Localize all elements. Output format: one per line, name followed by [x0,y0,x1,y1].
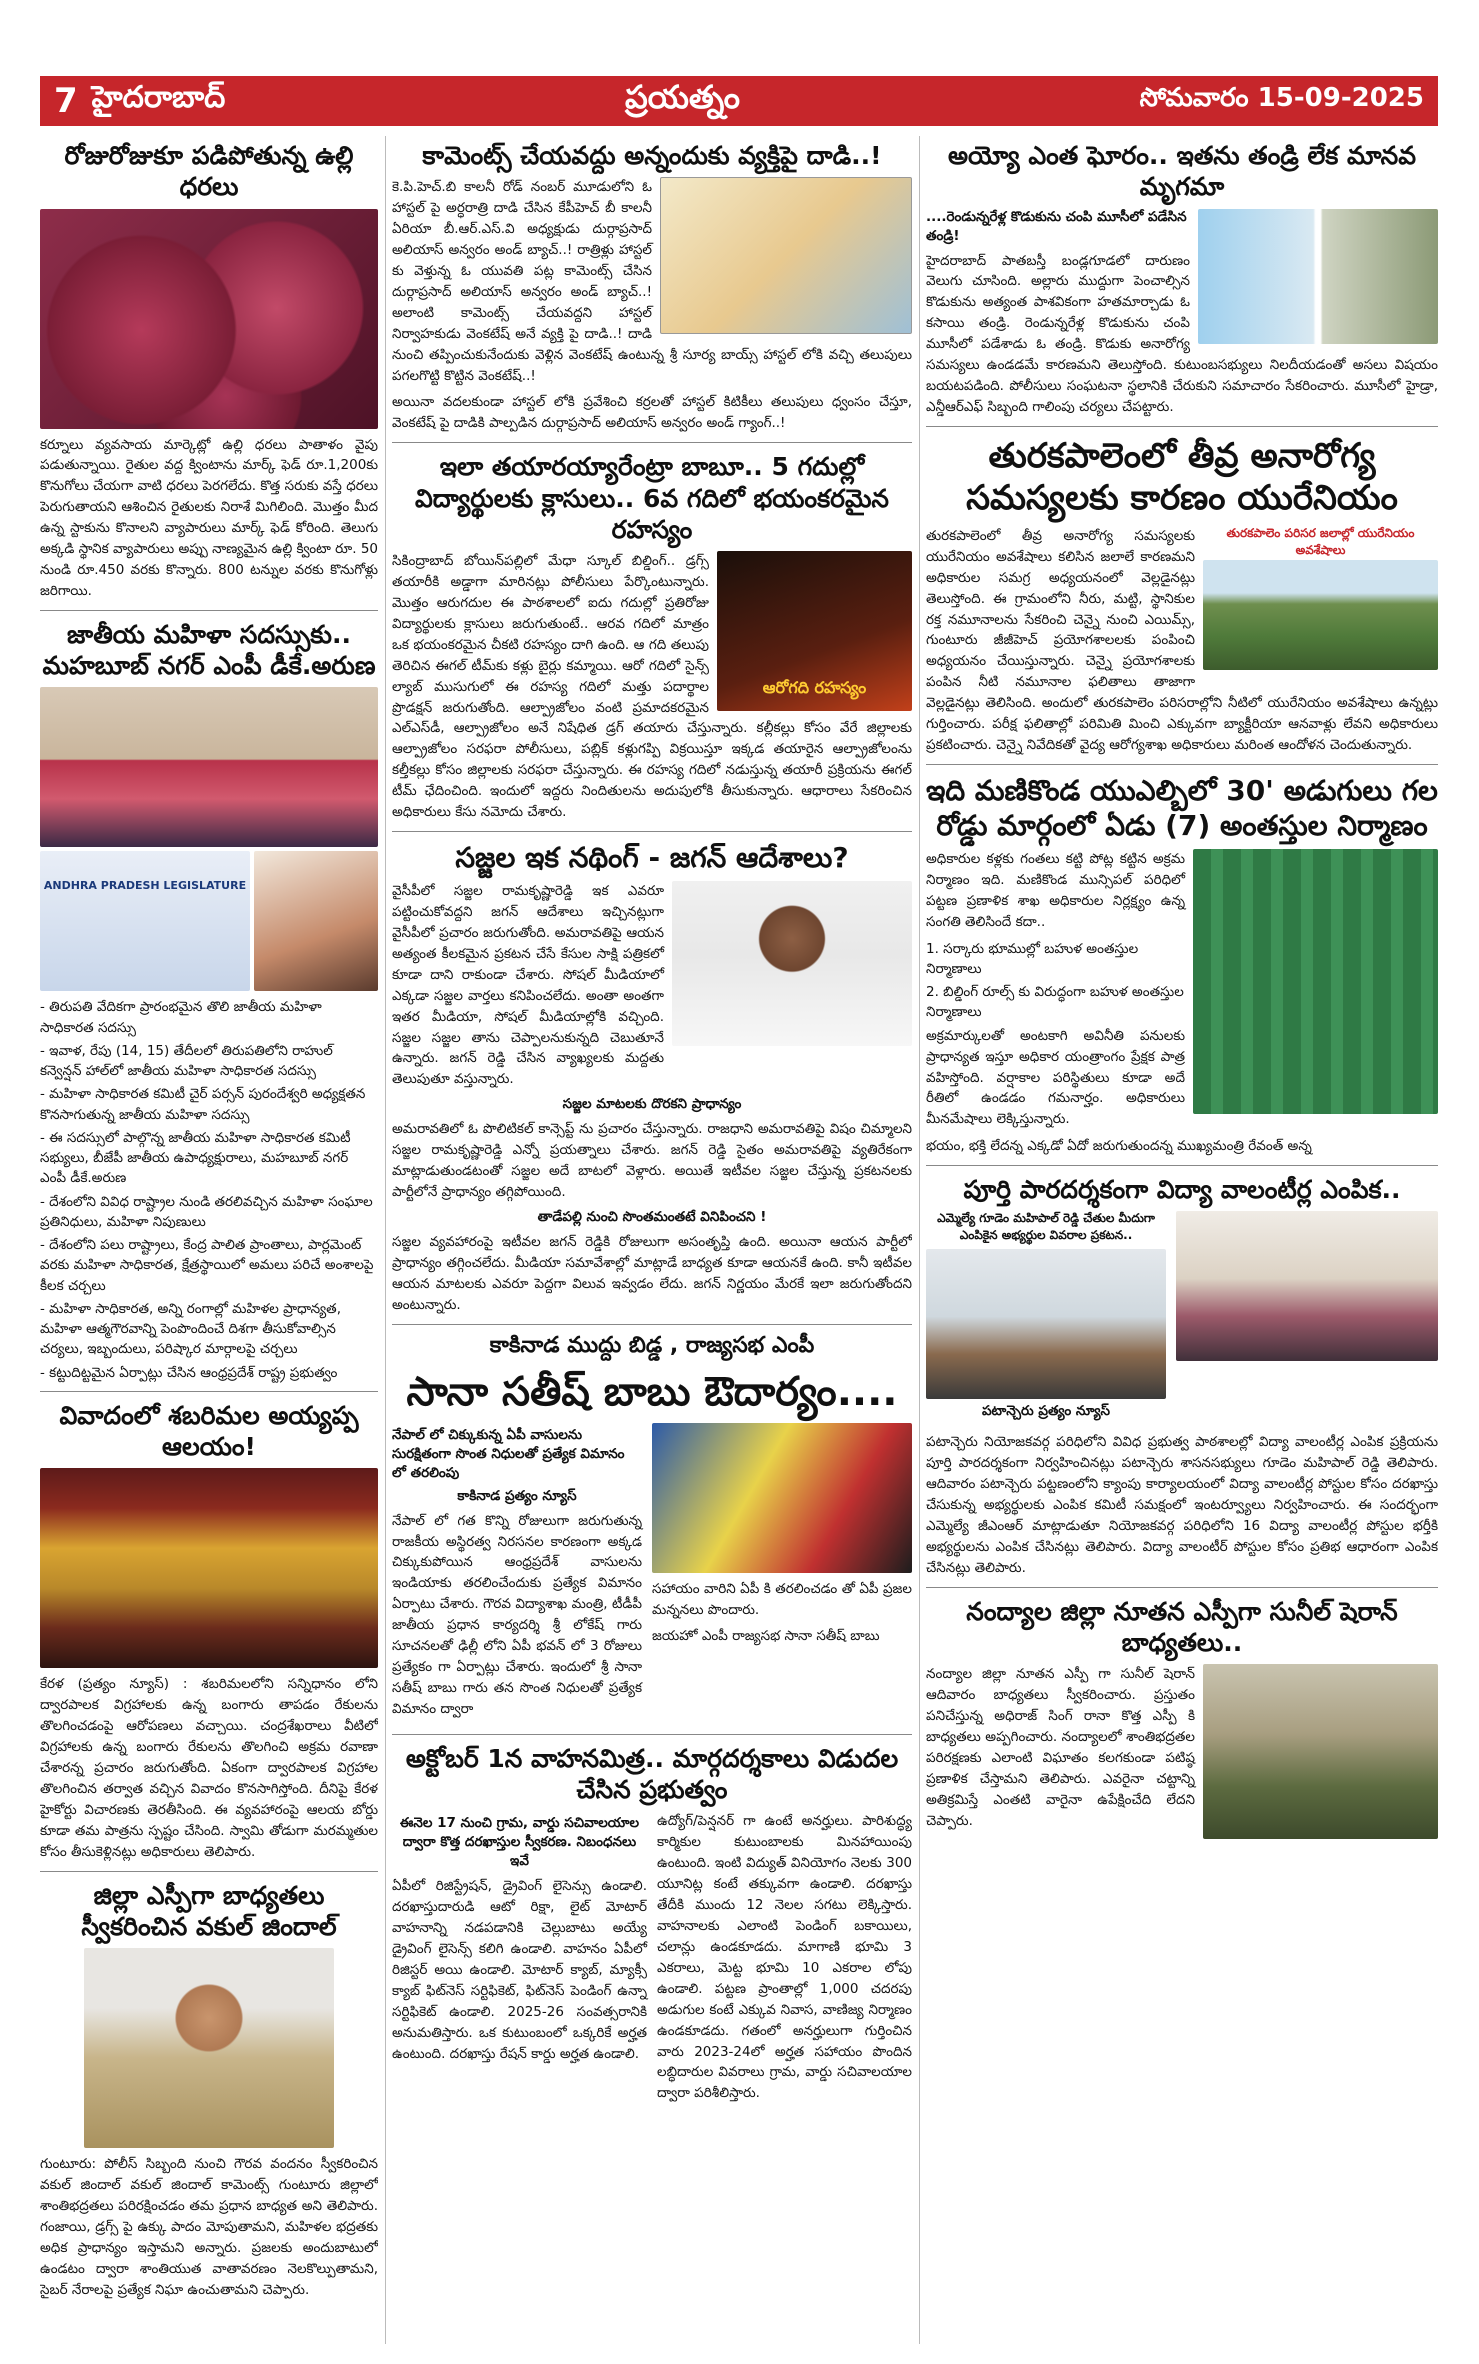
bullet-item: - ఇవాళ, రేపు (14, 15) తేదీలలో తిరుపతిలోని రాహుల్ కన్వెన్షన్ హాల్‌లో జాతీయ మహిళా సాధికారత సదస్సు [40,1042,333,1080]
column-divider [919,136,920,2344]
divider [392,831,912,832]
body-text: అయినా వదలకుండా హాస్టల్ లోకి ప్రవేశించి కర్రలతో హాస్టల్ కిటికీలు తలుపులు ధ్వంసం చేస్తూ, వెంకటేష్ పై దాడికి పాల్పడిన దుర్గాప్రసాద్ అలియాస్ అన్వరం అండ్ గ్యాంగ్..! [392,394,912,432]
kicker: ....రెండున్నరేళ్ల కొడుకును చంపి మూసీలో పడేసిన తండ్రి! [926,208,1187,244]
column-middle [392,136,912,2354]
crime-photos [1198,209,1438,344]
bullet-item: - తిరుపతి వేదికగా ప్రారంభమైన తొలి జాతీయ మహిళా సాధికారత సదస్సు [40,999,322,1036]
divider [392,1324,912,1325]
sp-portrait [84,1948,334,2148]
bullet-item: - మహిళా సాధికారత కమిటీ చైర్ పర్సన్ పురందేశ్వరి అధ్యక్షతన కొనసాగుతున్న జాతీయ మహిళా సదస్సు [40,1086,366,1123]
photo-caption: జయహో ఎంపీ రాజ్యసభ సానా సతీష్ బాబు [652,1628,880,1645]
legislature-banner [40,851,250,991]
article-sajjala [392,840,912,1316]
article-manikonda-building [926,773,1438,1157]
volunteer-photo-right [1176,1211,1438,1361]
divider [926,1165,1438,1166]
divider [926,764,1438,765]
nandyal-photo [1203,1664,1438,1839]
bullet-item: - దేశంలోని పలు రాష్ట్రాలు, కేంద్ర పాలిత ప్రాంతాలు, పార్లమెంట్ వరకు మహిళా సాధికారత, క్షేత్రస్థాయిలో అమలు పరిచే అంశాలపై కీలక చర్చలు [40,1237,374,1294]
headline: అయ్యో ఎంత ఘోరం.. ఇతను తండ్రి లేక మానవ మృగమా [947,141,1417,202]
subheading: ఈనెల 17 నుంచి గ్రామ, వార్డు సచివాలయాల ద్వారా కొత్త దరఖాస్తుల స్వీకరణ. నిబంధనలు ఇవే [399,1815,640,1870]
photo-row [40,851,378,991]
body-text: వైసీపీలో సజ్జల రామకృష్ణారెడ్డి ఇక ఎవరూ పట్టించుకోవద్దని జగన్ ఆదేశాలు ఇచ్చినట్లుగా వైసీపీలో ప్రచారం జరుగుతోంది. అమరావతిపై ఆయన అత్యంత కీలకమైన ప్రకటన చేసే కేసుల సాక్షి పత్రికలో కూడా దాని రాకుండా చేశారు. సోషల్ మీడియాలో ఎక్కడా సజ్జల వార్తలు కనిపించలేదు. అంతా అంతగా ఇతర మీడియా, సోషల్ మీడియాల్లోకి వచ్చింది. సజ్జల సజ్జల తాను చెప్పాలనుకున్నది చెబుతూనే ఉన్నారు. జగన్ రెడ్డి చేసిన వ్యాఖ్యలకు మద్దతు తెలుపుతూ వస్తున్నారు. [392,883,664,1088]
headline: రోజురోజుకూ పడిపోతున్న ఉల్లి ధరలు [64,141,354,202]
article-nandyal-sp [926,1596,1438,1832]
headline: తురకపాలెంలో తీవ్ర అనారోగ్య సమస్యలకు కారణం యురేనియం [966,435,1398,519]
divider [40,1871,378,1872]
article-father-crime [926,140,1438,418]
photo-caption: సహాయం వారిని ఏపీ కి తరలించడం తో ఏపీ ప్రజల మన్ననలు పొందారు. [652,1580,912,1618]
headline: కామెంట్స్ చేయవద్దు అన్నందుకు వ్యక్తిపై దాడి..! [422,141,882,170]
body-text: అధికారుల కళ్లకు గంతలు కట్టి పోట్ల కట్టిన అక్రమ నిర్మాణం ఇది. మణికొండ మున్సిపల్ పరిధిలో పట్టణ ప్రణాళిక శాఖ అధికారుల నిర్లక్ష్యం ఉన్న సంగతి తెలిసిందే కదా.. [926,851,1185,930]
body-text: కర్నూలు వ్యవసాయ మార్కెట్లో ఉల్లి ధరలు పాతాళం వైపు పడుతున్నాయి. రైతుల వద్ద క్వింటాను మార్క్ ఫెడ్ రూ.1,200కు కొనుగోలు చేయగా వాటి ధరలు పెరగలేదు. కొత్త సరుకు వస్తే ధరలు పెరుగుతాయని ఆశించిన రైతులకు నిరాశే మిగిలింది. మొత్తం మీద ఉన్న స్టాకును కొనాలని వ్యాపారులు మార్క్ ఫెడ్ కోరింది. తెలుగు అక్కడి స్థానిక వ్యాపారులు అప్పు నాణ్యమైన ఉల్లి క్వింటా రూ. 50 నుండి రూ.450 వరకు కొన్నారు. 800 టన్నుల వరకు కొనుగోళ్లు జరిగాయి. [40,436,378,599]
headline: సానా సతీష్ బాబు ఔదార్యం.... [406,1368,898,1415]
headline: జాతీయ మహిళా సదస్సుకు.. మహబూబ్ నగర్ ఎంపీ డీకే.అరుణ [42,619,376,681]
bullet-item: - కట్టుదిట్టమైన ఏర్పాట్లు చేసిన ఆంధ్రప్రదేశ్ రాష్ట్ర ప్రభుత్వం [40,1364,338,1381]
headline: నంద్యాల జిల్లా నూతన ఎస్పీగా సునీల్ షెరాన్ బాధ్యతలు.. [966,1596,1398,1658]
sana-body [392,1423,912,1726]
volunteer-body [926,1211,1438,1426]
subheading: సజ్జల మాటలకు దొరకని ప్రాధాన్యం [562,1096,742,1113]
photo-label: తురకపాలెం పరిసర జలాల్లో యురేనియం అవశేషాలు [1226,525,1415,557]
page-header [40,76,1438,126]
headline: సజ్జల ఇక నథింగ్ - జగన్ ఆదేశాలు? [455,841,849,875]
divider [40,1391,378,1392]
divider [40,610,378,611]
column-divider [385,136,386,2344]
column-left [40,136,378,2354]
bullet-item: 2. బిల్డింగ్ రూల్స్ కు విరుద్ధంగా బహుళ అంతస్తుల నిర్మాణాలు [926,984,1184,1021]
headline: ఇలా తయారయ్యారేంట్రా బాబూ.. 5 గదుల్లో విద్యార్థులకు క్లాసులు.. 6వ గదిలో భయంకరమైన రహస్యం [415,452,889,544]
sana-photo [652,1423,912,1573]
headline: వివాదంలో శబరిమల అయ్యప్ప ఆలయం! [59,1400,359,1462]
sajjala-photo [672,881,912,1046]
headline: పూర్తి పారదర్శకంగా విద్యా వాలంటీర్ల ఎంపిక.. [963,1175,1401,1205]
article-women-summit [40,619,378,1383]
article-school-drugs [392,451,912,823]
building-photo [1193,849,1438,1114]
photo-caption: భయం, భక్తి లేదన్న ఎక్కడో ఏదో జరుగుతుందన్న ముఖ్యమంత్రి రేవంత్ అన్న [926,1138,1312,1155]
bullet-item: - ఈ సదస్సులో పాల్గొన్న జాతీయ మహిళా సాధికారత కమిటీ సభ్యులు, బీజేపీ జాతీయ ఉపాధ్యక్షురాలు, మహబూబ్ నగర్ ఎంపీ డీకే.అరుణ [40,1129,351,1187]
article-volunteers [926,1174,1438,1579]
banner-text: ANDHRA PRADESH LEGISLATURE [43,879,247,893]
section-city: హైదరాబాద్ [91,80,226,115]
bullet-item: - దేశంలోని వివిధ రాష్ట్రాల నుండి తరలివచ్చిన మహిళా సంఘాల ప్రతినిధులు, మహిళా నిపుణులు [40,1193,373,1230]
divider [392,442,912,443]
article-vahanamitra [392,1743,912,2110]
article-comments-attack [392,140,912,434]
subheading: తాడేపల్లి నుంచి సొంతమంతటే వినిపించని ! [537,1208,767,1225]
body-text: కేరళ (ప్రత్యం న్యూస్) : శబరిమలలోని సన్నిధానం లోని ద్వారపాలక విగ్రహాలకు ఉన్న బంగారు తాపడం రేకులను తొలగించడంపై ఆరోపణలు వచ్చాయి. చంద్రశేఖరాలు వీటిలో విగ్రహాలకు ఉన్న బంగారు రేకులను తొలగించి అక్రమ రవాణా చేశారన్న ప్రచారం జరుగుతోంది. ఏకంగా ద్వారపాలక విగ్రహాల తొలగించిన తర్వాత వచ్చిన వివాదం కొనసాగిస్తోంది. దీనిపై కేరళ హైకోర్టు విచారణకు తెరతీసింది. ఈ వ్యవహారంపై ఆలయ బోర్డు కూడా తమ పాత్రను స్పష్టం చేసింది. స్వామి తోడుగా మరమ్మతుల కోసం తీసుకెళ్లినట్లు అధికారులు తెలిపారు. [40,1676,378,1860]
divider [926,426,1438,427]
temple-photo [40,1468,378,1668]
kicker: కాకినాడ ముద్దు బిడ్డ , రాజ్యసభ ఎంపీ [489,1332,815,1358]
volunteer-photo-left [926,1249,1166,1399]
cartoon-illustration [660,177,912,334]
column-right [926,136,1438,2354]
page-number: 7 [54,81,78,121]
uranium-figure [1203,526,1438,670]
body-text: సికింద్రాబాద్ బోయిన్‌పల్లిలో మేధా స్కూల్ బిల్డింగ్.. డ్రగ్స్ తయారీకి అడ్డాగా మారినట్లు పోలీసులు పేర్కొంటున్నారు. మొత్తం ఆరుగదుల ఈ పాఠశాలలో ఐదు గదుల్లో ప్రతిరోజు విద్యార్థులకు క్లాసులు జరుగుతుంటే.. ఆరవ గదిలో మాత్రం ఒక భయంకరమైన చీకటి రహస్యం దాగి ఉంది. ఆ గది తలుపు తెరిచిన ఈగల్ టీమ్‌కు కళ్లు బైర్లు కమ్మాయి. ఆరో గదిలో సైన్స్ ల్యాబ్ ముసుగులో ఈ రహస్య గదిలో మత్తు పదార్థాల ప్రొడక్షన్ జరుగుతోంది. ఆల్ప్రాజోలం వంటి ప్రమాదకరమైన ఎల్ఎస్‌డీ, ఆల్ప్రాజోలం అనే నిషేధిత డ్రగ్ తయారు చేస్తున్నారు. కల్లీకల్లు కోసం వేరే జిల్లాలకు ఆల్ప్రాజోలం సరఫరా పోలీసులు, పబ్లిక్ కళ్లుగప్పి విక్రయిస్తూ ఇక్కడ తయారైన ఆల్ప్రాజోలంను కల్తీకల్లు కోసం జిల్లాలకు సరఫరా చేస్తున్నారు. ఈ రహస్య గదిలో నడుస్తున్న తయారీ ప్రక్రియను ఈగల్ టీమ్ ఛేదించింది. ఇందులో ఇద్దరు నిందితులను అదుపులోకి తీసుకున్నారు. ఆధారాలు సేకరించిన అధికారులు కేసు నమోదు చేశారు. [392,553,912,821]
article-guntur-sp [40,1880,378,2301]
body-text: గుంటూరు: పోలీస్ సిబ్బంది నుంచి గౌరవ వందనం స్వీకరించిన వకుల్ జిందాల్ వకుల్ జిందాల్ కామెంట్స్ గుంటూరు జిల్లాలో శాంతిభద్రతలు పరిరక్షించడం తమ ప్రధాన బాధ్యత అని తెలిపారు. గంజాయి, డ్రగ్స్ పై ఉక్కు పాదం మోపుతామని, మహిళల భద్రతకు అధిక ప్రాధాన్యం ఇస్తామని అన్నారు. ప్రజలకు అందుబాటులో ఉండటం ద్వారా శాంతియుత వాతావరణం నెలకొల్పుతామని, సైబర్ నేరాలపై ప్రత్యేక నిఘా ఉంచుతామని చెప్పారు. [40,2156,378,2298]
bullet-item: 1. సర్కారు భూముల్లో బహుళ అంతస్తుల నిర్మాణాలు [926,940,1139,977]
byline: కాకినాడ ప్రత్యం న్యూస్ [457,1487,577,1504]
women-photo [254,851,378,991]
body-text: అమరావతిలో ఓ పొలిటికల్ కాన్సెప్ట్ ను ప్రచారం చేస్తున్నారు. రాజధాని అమరావతిపై విషం చిమ్మాలని సజ్జల రామకృష్ణారెడ్డి ఎన్నో ప్రయత్నాలు చేశారు. జగన్ రెడ్డి సైతం అమరావతిపై వ్యతిరేకంగా మాట్లాడుతుండటంతో సజ్జల అదే బాటలో వెళ్లారు. అయితే ఇటీవల సజ్జల చేస్తున్న ప్రకటనలకు పార్టీలోనే ప్రాధాన్యం తగ్గిపోయింది. [392,1121,912,1201]
body-text: ఏపీలో రిజిస్ట్రేషన్, డ్రైవింగ్ లైసెన్సు ఉండాలి. దరఖాస్తుదారుడి ఆటో రిక్షా, లైట్ మోటార్ వాహనాన్ని నడపడానికి చెల్లుబాటు అయ్యే డ్రైవింగ్ లైసెన్స్ కలిగి ఉండాలి. వాహనం ఏపీలో రిజిస్టర్ అయి ఉండాలి. మోటార్ క్యాబ్, మ్యాక్సీ క్యాబ్ ఫిట్‌నెస్ సర్టిఫికెట్, ఫిట్‌నెస్ పెండింగ్ ఉన్నా సర్టిఫికెట్ ఉండాలి. 2025-26 సంవత్సరానికి అనుమతిస్తారు. ఒక కుటుంబంలో ఒక్కరికే అర్హత ఉంటుంది. దరఖాస్తు రేషన్ కార్డు అర్హత ఉండాలి. [392,1878,647,2062]
article-onion [40,140,378,602]
body-text: కె.పి.హెచ్.బి కాలనీ రోడ్ నంబర్ మూడులోని ఓ హాస్టల్ పై అర్ధరాత్రి దాడి చేసిన కేపీహెచ్ బీ కాలనీ ఏరియా బీ.ఆర్.ఎస్.వి అధ్యక్షుడు దుర్గాప్రసాద్ అలియాస్ అన్వరం అండ్ బ్యాచ్..! రాత్రిళ్లు హాస్టల్ కు వెళ్తున్న ఓ యువతి పట్ల కామెంట్స్ చేసిన దుర్గాప్రసాద్ అలియాస్ అన్వరం అండ్ బ్యాచ్..! అలాంటి కామెంట్స్ చేయవద్దని హాస్టల్ నిర్వాహకుడు వెంకటేష్ అనే వ్యక్తి పై దాడి..! దాడి నుంచి తప్పించుకునేందుకు వెళ్లిన వెంకటేష్ ఉంటున్న శ్రీ సూర్య బాయ్స్ హాస్టల్ లోకి వచ్చి తలుపులు పగలగొట్టి కొట్టిన వెంకటేష్..! [392,179,912,384]
article-sana-satish [392,1333,912,1726]
photo-label: ఎమ్మెల్యే గూడెం మహిపాల్ రెడ్డి చేతుల మీదుగా ఎంపికైన అభ్యర్థుల వివరాల ప్రకటన.. [937,1211,1155,1243]
byline: పటాన్చెరు ప్రత్యం న్యూస్ [981,1403,1111,1420]
article-uranium [926,435,1438,756]
summit-photo [40,687,378,847]
body-text: సజ్జల వ్యవహారంపై ఇటీవల జగన్ రెడ్డికి రోజులుగా అసంతృప్తి ఉంది. అయినా ఆయన పార్టీలో ప్రాధాన్యం తగ్గించలేదు. మీడియా సమావేశాల్లో మాట్లాడే బాధ్యత కూడా ఆయనకే ఉంది. కానీ ఇటీవల ఆయన మాటలకు ఎవరూ పెద్దగా విలువ ఇవ్వడం లేదు. జగన్ నిర్ణయం మేరకే ఇలా జరుగుతోందని అంటున్నారు. [392,1233,912,1313]
pond-photo [1203,560,1438,670]
bullet-item: - మహిళా సాధికారత, అన్ని రంగాల్లో మహిళల ప్రాధాన్యత, మహిళా ఆత్మగౌరవాన్ని పెంపొందించే దిశగా తీసుకోవాల్సిన చర్యలు, ఇబ్బందులు, పరిష్కార మార్గాలపై చర్చలు [40,1300,341,1358]
subheading: నేపాల్ లో చిక్కుకున్న ఏపీ వాసులను సురక్షితంగా సొంత నిధులతో ప్రత్యేక విమానం లో తరలింపు [392,1426,625,1481]
body-text: హైదరాబాద్ పాతబస్తీ బండ్లగూడలో దారుణం వెలుగు చూసింది. అల్లారు ముద్దుగా పెంచాల్సిన కొడుకును అత్యంత పాశవికంగా హతమార్చాడు ఓ కసాయి తండ్రి. రెండున్నరేళ్ల కొడుకును చంపి మూసీలో పడేశాడు ఓ తండ్రి. కొడుకు అనారోగ్య సమస్యలు ఉండడమే కారణమని తెలుస్తోంది. కుటుంబసభ్యులు నిలదీయడంతో అసలు విషయం బయటపడింది. పోలీసులు సంఘటనా స్థలానికి చేరుకుని సమాచారం సేకరించారు. మూసీలో హైడ్రా, ఎన్డీఆర్ఎఫ్ సిబ్బంది గాలింపు చర్యలు చేపట్టారు. [926,252,1438,415]
headline: అక్టోబర్ 1న వాహనమిత్ర.. మార్గదర్శకాలు విడుదల చేసిన ప్రభుత్వం [405,1743,899,1805]
issue-date: సోమవారం 15-09-2025 [1139,83,1424,113]
divider [392,1734,912,1735]
poster-title: ఆరోగది రహస్యం [762,678,867,698]
masthead: ప్రయత్నం [624,78,740,116]
body-text: ఉద్యోగ్/పెన్షనర్ గా ఉంటే అనర్హులు. పారిశుద్ధ్య కార్మికుల కుటుంబాలకు మినహాయింపు ఉంటుంది. ఇంటి విద్యుత్ వినియోగం నెలకు 300 యూనిట్ల కంటే తక్కువగా ఉండాలి. దరఖాస్తు తేదీకి ముందు 12 నెలల సగటు లెక్కిస్తారు. వాహనాలకు ఎలాంటి పెండింగ్ బకాయిలు, చలాన్లు ఉండకూడదు. మాగాణి భూమి 3 ఎకరాలు, మెట్ట భూమి 10 ఎకరాల లోపు ఉండాలి. పట్టణ ప్రాంతాల్లో 1,000 చదరపు అడుగుల కంటే ఎక్కువ నివాస, వాణిజ్య నిర్మాణం ఉండకూడదు. గతంలో అనర్హులుగా గుర్తించిన వారు 2023-24లో అర్హత సహాయం పొందిన లబ్ధిదారుల వివరాలు గ్రామ, వార్డు సచివాలయాల ద్వారా పరిశీలిస్తారు. [657,1813,912,2102]
poster-image [717,551,912,711]
headline: జిల్లా ఎస్పీగా బాధ్యతలు స్వీకరించిన వకుల్ జిందాల్ [81,1880,337,1941]
divider [926,1587,1438,1588]
vahanamitra-body [392,1811,912,2110]
body-text: తురకపాలెంలో తీవ్ర అనారోగ్య సమస్యలకు యురేనియం అవశేషాలు కలిసిన జలాలే కారణమని అధికారుల సమగ్ర అధ్యయనంలో వెల్లడైనట్లు తెలుస్తోంది. ఈ గ్రామంలోని నీరు, మట్టి, స్థానికుల రక్త నమూనాలను సేకరించి చెన్నై నుంచి ఎయిమ్స్, గుంటూరు జీజీహెచ్ ప్రయోగశాలలకు పంపించి అధ్యయనం చేయిస్తున్నారు. చెన్నై ప్రయోగశాలకు పంపిన నీటి నమూనాల ఫలితాలు తాజాగా వెల్లడైనట్లు తెలిసింది. అందులో తురకపాలెం పరిసరాల్లోని నీటిలో యురేనియం అవశేషాలు ఉన్నట్లు గుర్తించారు. పరీక్ష ఫలితాల్లో పరిమితి మించి ఎక్కువగా బ్యాక్టీరియా ఆనవాళ్లు లేవని అధికారులు ప్రకటించారు. చెన్నై నివేదికతో వైద్య ఆరోగ్యశాఖ అధికారులు మరింత ఆందోళన చెందుతున్నారు. [926,527,1438,754]
article-sabarimala [40,1400,378,1863]
body-text: అక్రమార్కులతో అంటకాగి అవినీతి పనులకు ప్రాధాన్యత ఇస్తూ అధికార యంత్రాంగం ప్రేక్షక పాత్ర వహిస్తోంది. వర్షాకాల పరిస్థితులు కూడా అదే రీతిలో ఉండడం గమనార్హం. అధికారులు మీనమేషాలు లెక్కిస్తున్నారు. [926,1027,1185,1128]
body-text: నంద్యాల జిల్లా నూతన ఎస్పీ గా సునీల్ షెరాన్ ఆదివారం బాధ్యతలు స్వీకరించారు. ప్రస్తుతం పనిచేస్తున్న అధిరాజ్ సింగ్ రానా కొత్త ఎస్పీ కి బాధ్యతలు అప్పగించారు. నంద్యాలలో శాంతిభద్రతల పరిరక్షణకు ఎలాంటి విఘాతం కలగకుండా పటిష్ఠ ప్రణాళిక చేస్తామని తెలిపారు. ఎవరైనా చట్టాన్ని అతిక్రమిస్తే ఎంతటి వారైనా ఉపేక్షించేది లేదని చెప్పారు. [926,1666,1195,1829]
body-text: పటాన్చెరు నియోజకవర్గ పరిధిలోని వివిధ ప్రభుత్వ పాఠశాలల్లో విద్యా వాలంటీర్ల ఎంపిక ప్రక్రియను పూర్తి పారదర్శకంగా నిర్వహించినట్లు పటాన్చెరు శాసనసభ్యులు గూడెం మహిపాల్ రెడ్డి తెలిపారు. ఆదివారం పటాన్చెరు పట్టణంలోని క్యాంపు కార్యాలయంలో విద్యా వాలంటీర్ల పోస్టుల కోసం దరఖాస్తు చేసుకున్న అభ్యర్థులకు ఎంపిక కమిటీ సమక్షంలో ఇంటర్వ్యూలు నిర్వహించారు. ఈ సందర్భంగా ఎమ్మెల్యే జీఎంఆర్ మాట్లాడుతూ నియోజకవర్గ పరిధిలోని 16 విద్యా వాలంటీర్ల పోస్టుల భర్తీకి అభ్యర్థులను ఎంపిక చేసినట్లు తెలిపారు. విద్యా వాలంటీర్ పోస్టుల కోసం ప్రతిభ ఆధారంగా ఎంపిక చేసినట్లు తెలిపారు. [926,1434,1438,1577]
body-text: నేపాల్ లో గత కొన్ని రోజులుగా జరుగుతున్న రాజకీయ అస్థిరత్వ నిరసనల కారణంగా అక్కడ చిక్కుకుపోయిన ఆంధ్రప్రదేశ్ వాసులను ఇండియాకు తరలించేందుకు ప్రత్యేక విమానం ఏర్పాటు చేశారు. గౌరవ విద్యాశాఖ మంత్రి, టీడీపీ జాతీయ ప్రధాన కార్యదర్శి శ్రీ లోకేష్ గారు సూచనలతో ఢిల్లీ లోని ఏపీ భవన్ లో 3 రోజులు ప్రత్యేకం గా ఏర్పాట్లు చేశారు. ఇందులో శ్రీ సానా సతీష్ బాబు గారు తన సొంత నిధులతో ప్రత్యేక విమానం ద్వారా [392,1512,642,1717]
headline: ఇది మణికొండ యుఎల్బిలో 30' అడుగులు గల రోడ్డు మార్గంలో ఏడు (7) అంతస్తుల నిర్మాణం [926,774,1438,843]
bullet-list [40,997,378,1383]
onion-photo [40,209,378,429]
